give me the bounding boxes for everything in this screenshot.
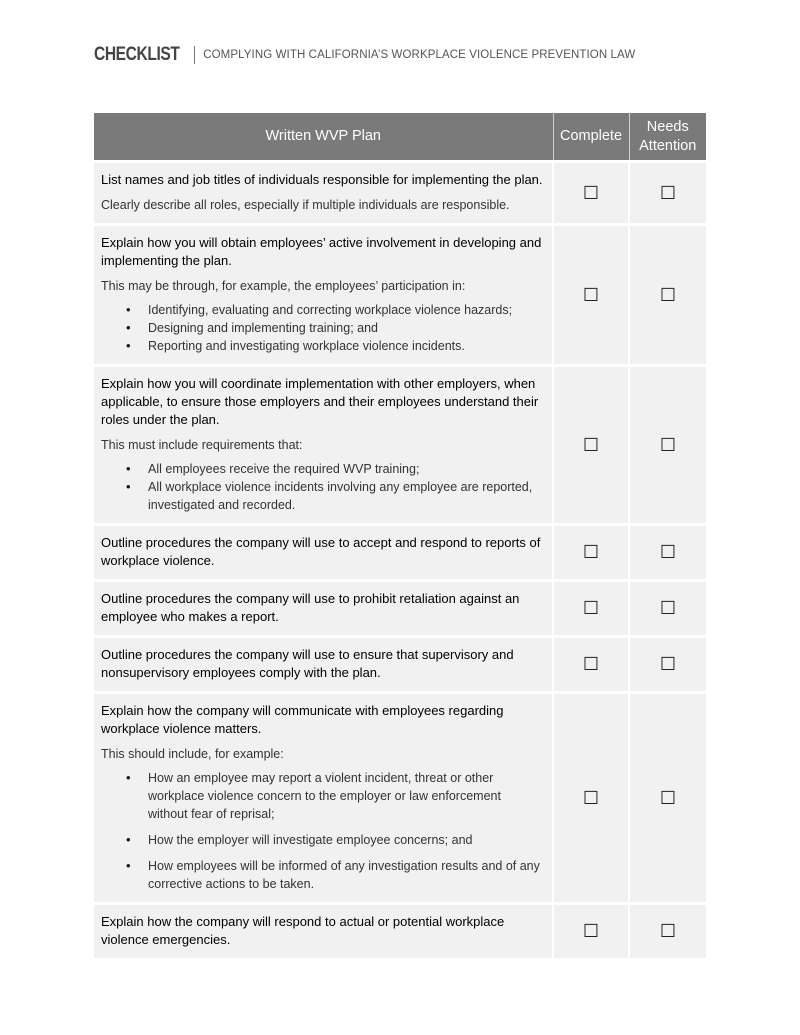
complete-checkbox[interactable]: ☐ <box>582 434 600 455</box>
table-header-row <box>94 113 706 162</box>
checklist-body <box>94 162 706 959</box>
complete-checkbox[interactable]: ☐ <box>582 182 600 203</box>
needs-attention-checkbox[interactable]: ☐ <box>659 921 677 941</box>
table-row <box>94 581 706 637</box>
table-row <box>94 904 706 959</box>
table-row <box>94 162 706 225</box>
bullet-item: • How the employer will investigate employee concerns; and <box>148 831 544 849</box>
checkbox-cell-complete <box>553 366 629 525</box>
table-row <box>94 693 706 904</box>
complete-checkbox[interactable]: ☐ <box>582 542 600 562</box>
page-header <box>94 44 635 66</box>
bullet-item: • How employees will be informed of any investigation results and of any corrective actions to be taken. <box>148 857 544 893</box>
item-note: This may be through, for example, the employees’ participation in: <box>101 279 466 293</box>
checklist-table <box>94 113 706 958</box>
needs-attention-checkbox[interactable]: ☐ <box>659 542 677 562</box>
complete-checkbox[interactable]: ☐ <box>582 598 600 618</box>
checkbox-cell-needs-attention <box>629 637 706 693</box>
needs-attention-checkbox[interactable]: ☐ <box>659 654 677 674</box>
item-bullet-list <box>101 769 544 893</box>
table-row <box>94 366 706 525</box>
checklist-item <box>94 693 553 904</box>
complete-checkbox[interactable]: ☐ <box>582 921 600 941</box>
brand-logo: CHECKLIST <box>94 44 180 65</box>
checkbox-cell-complete <box>553 904 629 959</box>
checklist-item <box>94 581 553 637</box>
checkbox-cell-needs-attention <box>629 225 706 366</box>
item-note: This should include, for example: <box>101 747 284 761</box>
item-title: Explain how you will coordinate implementation with other employers, when applicable, to ensure those employers and their employees understand their roles under the plan. <box>101 376 539 427</box>
complete-checkbox[interactable]: ☐ <box>582 654 600 674</box>
checkbox-cell-needs-attention <box>629 904 706 959</box>
checkbox-cell-complete <box>553 162 629 225</box>
checkbox-cell-needs-attention <box>629 366 706 525</box>
checkbox-cell-needs-attention <box>629 581 706 637</box>
column-header-complete: Complete <box>553 113 629 162</box>
checklist-item <box>94 225 553 366</box>
checkbox-cell-needs-attention <box>629 525 706 581</box>
checklist-item <box>94 904 553 959</box>
checklist-item <box>94 162 553 225</box>
checkbox-cell-needs-attention <box>629 162 706 225</box>
header-divider <box>194 46 195 64</box>
checkbox-cell-complete <box>553 637 629 693</box>
item-title: Explain how the company will communicate with employees regarding workplace violence matters. <box>101 703 504 736</box>
checklist-item <box>94 525 553 581</box>
needs-attention-checkbox[interactable]: ☐ <box>659 787 677 808</box>
checkbox-cell-needs-attention <box>629 693 706 904</box>
item-note: Clearly describe all roles, especially if multiple individuals are responsible. <box>101 198 510 212</box>
item-title: Outline procedures the company will use to prohibit retaliation against an employee who makes a report. <box>101 591 520 624</box>
checkbox-cell-complete <box>553 693 629 904</box>
item-title: Outline procedures the company will use to accept and respond to reports of workplace violence. <box>101 535 541 568</box>
checklist-item <box>94 637 553 693</box>
checkbox-cell-complete <box>553 225 629 366</box>
bullet-item: • All workplace violence incidents involving any employee are reported, investigated and recorded. <box>148 478 544 514</box>
needs-attention-checkbox[interactable]: ☐ <box>659 434 677 455</box>
complete-checkbox[interactable]: ☐ <box>582 284 600 305</box>
bullet-item: • All employees receive the required WVP training; <box>148 460 544 478</box>
complete-checkbox[interactable]: ☐ <box>582 787 600 808</box>
document-title: COMPLYING WITH CALIFORNIA’S WORKPLACE VIOLENCE PREVENTION LAW <box>203 49 636 61</box>
bullet-item: • Identifying, evaluating and correcting workplace violence hazards; <box>148 301 544 319</box>
table-row <box>94 525 706 581</box>
needs-attention-checkbox[interactable]: ☐ <box>659 182 677 203</box>
bullet-item: • How an employee may report a violent incident, threat or other workplace violence concern to the employer or law enforcement without fear of reprisal; <box>148 769 544 823</box>
item-title: List names and job titles of individuals responsible for implementing the plan. <box>101 172 543 187</box>
checkbox-cell-complete <box>553 581 629 637</box>
checkbox-cell-complete <box>553 525 629 581</box>
item-title: Explain how you will obtain employees’ active involvement in developing and implementing the plan. <box>101 235 542 268</box>
table-row <box>94 637 706 693</box>
bullet-item: • Reporting and investigating workplace violence incidents. <box>148 337 544 355</box>
item-bullet-list <box>101 460 544 514</box>
column-header-needs-attention: Needs Attention <box>629 113 706 162</box>
needs-attention-checkbox[interactable]: ☐ <box>659 284 677 305</box>
item-title: Explain how the company will respond to actual or potential workplace violence emergencies. <box>101 914 505 947</box>
column-header-plan: Written WVP Plan <box>94 113 553 162</box>
needs-attention-checkbox[interactable]: ☐ <box>659 598 677 618</box>
item-title: Outline procedures the company will use to ensure that supervisory and nonsupervisory employees comply with the plan. <box>101 647 514 680</box>
bullet-item: • Designing and implementing training; and <box>148 319 544 337</box>
item-note: This must include requirements that: <box>101 438 303 452</box>
table-row <box>94 225 706 366</box>
checklist-item <box>94 366 553 525</box>
item-bullet-list <box>101 301 544 355</box>
